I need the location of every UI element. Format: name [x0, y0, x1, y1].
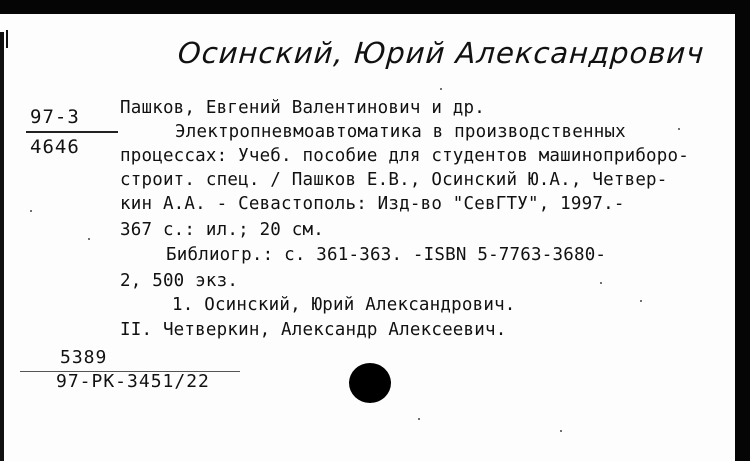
accession-number: 97-РК-3451/22	[56, 371, 210, 392]
speck	[678, 128, 680, 130]
speck	[88, 238, 90, 240]
author-line: Пашков, Евгений Валентинович и др.	[120, 98, 486, 118]
shelf-mark: 97-3	[30, 106, 80, 128]
speck	[30, 210, 32, 212]
speck	[440, 88, 442, 90]
speck	[600, 282, 602, 284]
print-run-line: 2, 500 экз.	[120, 271, 239, 291]
speck	[418, 418, 420, 420]
inventory-number: 4646	[30, 136, 80, 158]
title-line-2: процессах: Учеб. пособие для студентов машиноприборо-	[120, 146, 690, 166]
scan-border-left	[0, 30, 4, 461]
title-line-1: Электропневмоавтоматика в производственных	[175, 122, 626, 142]
added-entry-2: II. Четверкин, Александр Алексеевич.	[120, 320, 507, 340]
scan-border-top	[0, 0, 750, 14]
title-line-3: строит. спец. / Пашков Е.В., Осинский Ю.А., Четвер-	[120, 170, 668, 190]
bibliography-line: Библиогр.: с. 361-363. -ISBN 5-7763-3680-	[166, 245, 607, 265]
speck	[640, 300, 642, 302]
card-corner	[0, 14, 24, 32]
bracket-mark	[6, 30, 11, 48]
speck	[560, 430, 562, 432]
scan-border-right	[735, 0, 750, 461]
number-5389: 5389	[60, 347, 108, 368]
ink-blot	[349, 363, 391, 403]
imprint-line: кин А.А. - Севастополь: Изд-во "СевГТУ", 1997.-	[120, 194, 625, 214]
handwritten-heading: Осинский, Юрий Александрович	[176, 36, 706, 70]
shelf-mark-divider	[26, 131, 118, 133]
added-entry-1: 1. Осинский, Юрий Александрович.	[172, 295, 516, 315]
collation-line: 367 с.: ил.; 20 см.	[120, 220, 324, 240]
